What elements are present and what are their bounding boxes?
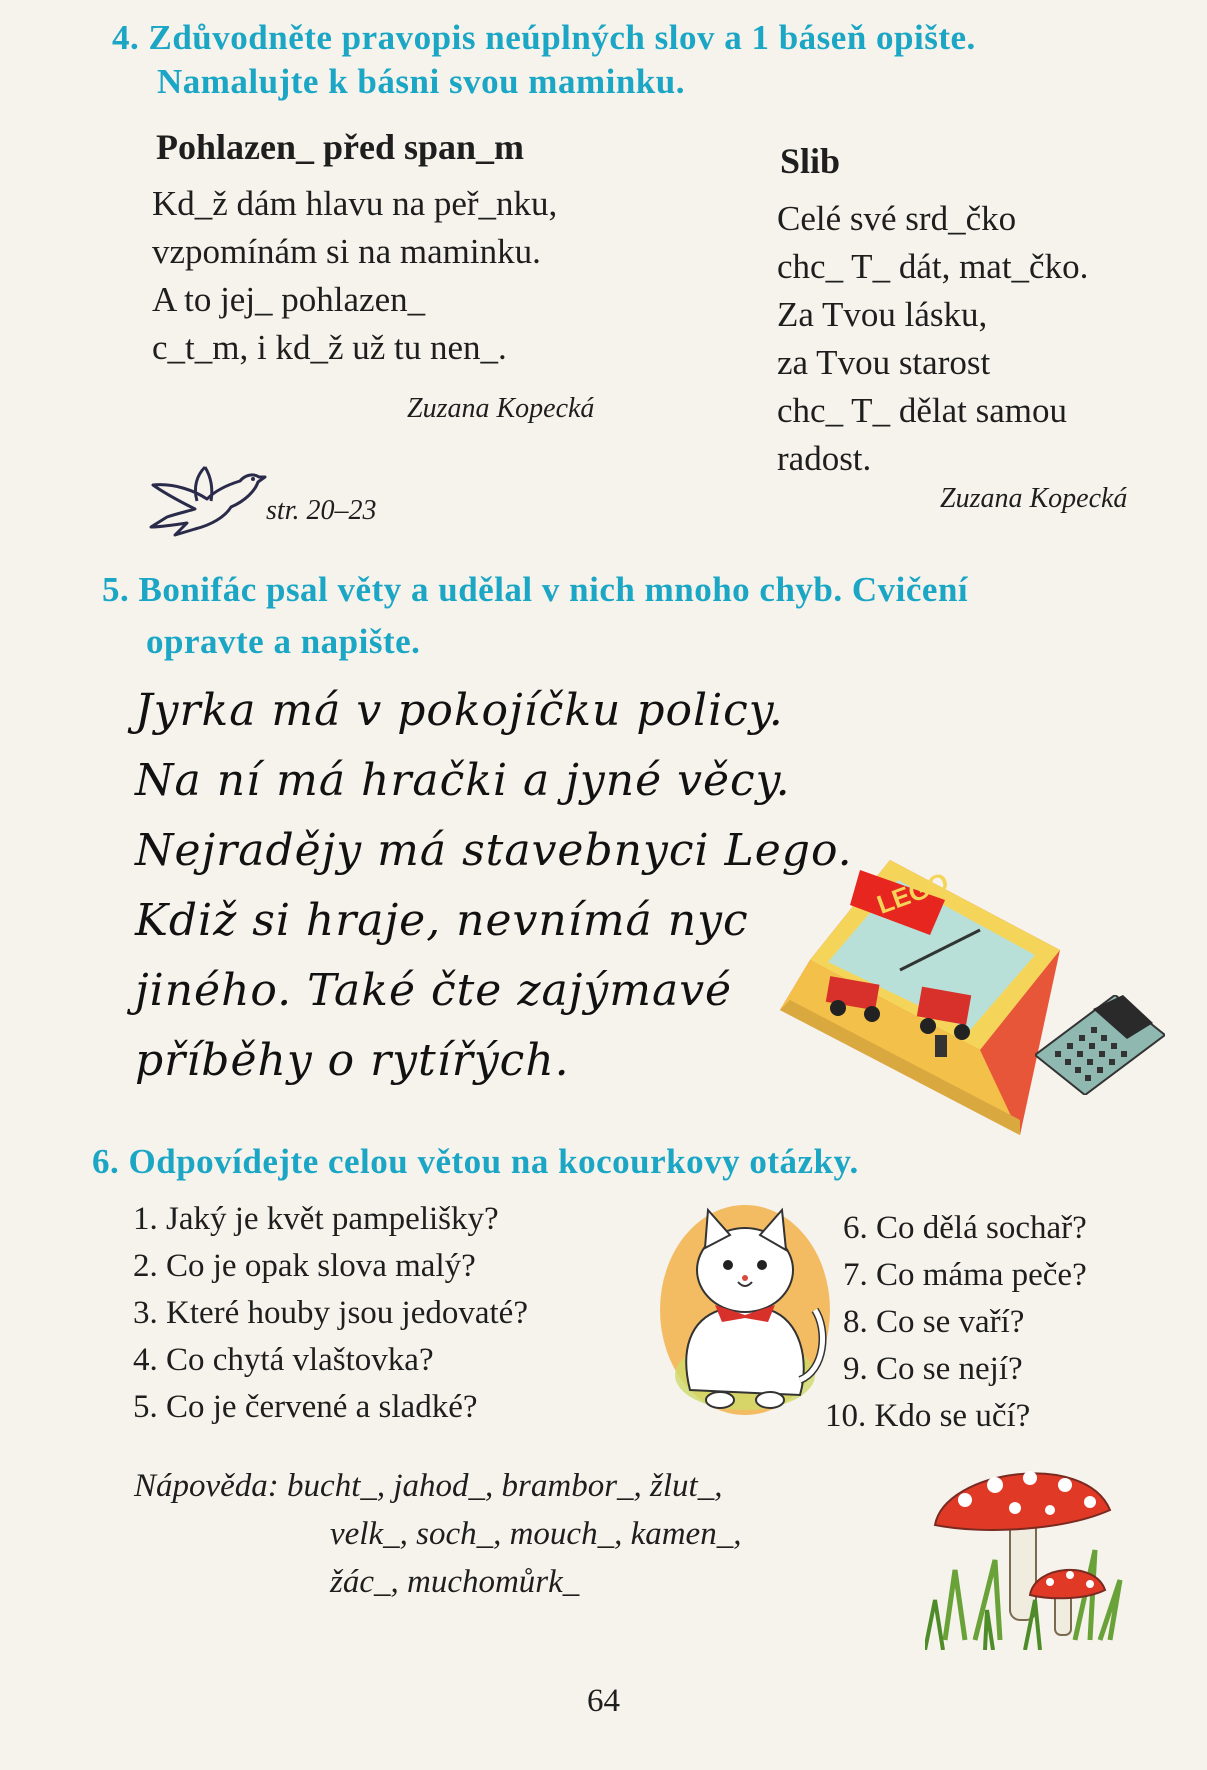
poem1-author: Zuzana Kopecká bbox=[407, 393, 595, 424]
task5-title-line2: opravte a napište. bbox=[146, 622, 421, 661]
questions-left bbox=[133, 1196, 528, 1431]
lego-label: LEGO bbox=[872, 866, 953, 920]
question-item: 6. Co dělá sochař? bbox=[843, 1210, 1087, 1246]
question-item: 9. Co se nejí? bbox=[843, 1351, 1023, 1387]
question-item: 7. Co máma peče? bbox=[843, 1257, 1087, 1293]
handwritten-line: jiného. Také čte zajýmavé bbox=[135, 965, 733, 1016]
poem2-line: chc_ T_ dát, mat_čko. bbox=[777, 247, 1089, 286]
poem1-line: c_t_m, i kd_ž už tu nen_. bbox=[152, 328, 507, 367]
question-item: 3. Které houby jsou jedovaté? bbox=[133, 1295, 528, 1331]
question-item: 5. Co je červené a sladké? bbox=[133, 1389, 478, 1425]
hint-label: Nápověda: bbox=[134, 1468, 279, 1504]
mushroom-illustration bbox=[925, 1450, 1125, 1655]
poem2-line: radost. bbox=[777, 439, 872, 478]
hint-words: bucht_, jahod_, brambor_, žlut_, bbox=[287, 1468, 723, 1504]
hint-line3: žác_, muchomůrk_ bbox=[330, 1564, 580, 1600]
questions-right bbox=[815, 1205, 1087, 1440]
task4-heading bbox=[112, 18, 976, 58]
handwritten-text bbox=[135, 676, 853, 1096]
task5-heading bbox=[102, 570, 968, 610]
poem1-line: A to jej_ pohlazen_ bbox=[152, 280, 426, 319]
handwritten-line: Na ní má hrački a jyné věcy. bbox=[135, 755, 791, 806]
page-reference: str. 20–23 bbox=[266, 495, 377, 526]
handwritten-line: Jyrka má v pokojíčku policy. bbox=[135, 685, 784, 736]
bird-icon bbox=[145, 455, 270, 545]
task5-number: 5. bbox=[102, 570, 130, 609]
question-item: 4. Co chytá vlaštovka? bbox=[133, 1342, 434, 1378]
hint-line1 bbox=[134, 1462, 722, 1510]
poem2-line: za Tvou starost bbox=[777, 343, 991, 382]
poem2-body bbox=[777, 195, 1088, 483]
handwritten-line: Kdiž si hraje, nevnímá nyc bbox=[135, 895, 749, 946]
task4-number: 4. bbox=[112, 18, 140, 57]
task6-title: Odpovídejte celou větou na kocourkovy otázky. bbox=[128, 1142, 859, 1181]
poem1-line: vzpomínám si na maminku. bbox=[152, 232, 541, 271]
task6-number: 6. bbox=[92, 1142, 120, 1181]
handwritten-line: příběhy o rytířých. bbox=[135, 1035, 570, 1086]
lego-box-illustration bbox=[780, 850, 1070, 1140]
poem1-line: Kd_ž dám hlavu na peř_nku, bbox=[152, 184, 558, 223]
task5-title-line1: Bonifác psal věty a udělal v nich mnoho chyb. Cvičení bbox=[138, 570, 969, 609]
page-number: 64 bbox=[587, 1683, 620, 1719]
poem2-author: Zuzana Kopecká bbox=[940, 483, 1128, 514]
hint-line2: velk_, soch_, mouch_, kamen_, bbox=[330, 1516, 742, 1552]
poem2-line: Celé své srd_čko bbox=[777, 199, 1017, 238]
task4-title-line2: Namalujte k básni svou maminku. bbox=[157, 62, 685, 101]
question-item: 2. Co je opak slova malý? bbox=[133, 1248, 476, 1284]
question-item: 10. Kdo se učí? bbox=[825, 1398, 1031, 1434]
poem2-title: Slib bbox=[780, 141, 841, 181]
poem1-title: Pohlazen_ před span_m bbox=[156, 127, 525, 167]
handwritten-line: Nejradějy má stavebnyci Lego. bbox=[135, 825, 853, 876]
question-item: 8. Co se vaří? bbox=[843, 1304, 1025, 1340]
poem2-line: Za Tvou lásku, bbox=[777, 295, 988, 334]
poem1-body bbox=[152, 180, 557, 372]
task6-heading bbox=[92, 1142, 859, 1182]
question-item: 1. Jaký je květ pampelišky? bbox=[133, 1201, 499, 1237]
task4-title-line1: Zdůvodněte pravopis neúplných slov a 1 báseň opište. bbox=[148, 18, 976, 57]
poem2-line: chc_ T_ dělat samou bbox=[777, 391, 1067, 430]
calculator-illustration bbox=[1035, 995, 1165, 1100]
